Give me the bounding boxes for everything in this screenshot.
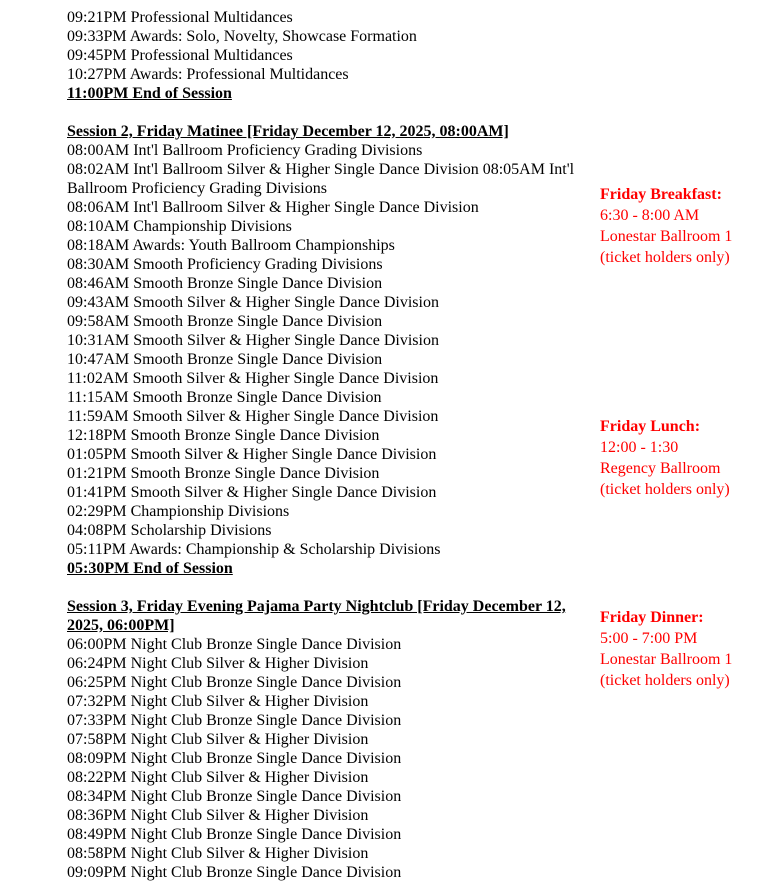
schedule-line: 08:34PM Night Club Bronze Single Dance Division [67,788,402,805]
schedule-line: 11:15AM Smooth Bronze Single Dance Division [67,389,382,406]
schedule-line: 11:59AM Smooth Silver & Higher Single Dance Division [67,408,439,425]
schedule-line: 08:02AM Int'l Ballroom Silver & Higher Single Dance Division 08:05AM Int'l Ballroom Proficiency Grading Divisions [67,161,575,197]
schedule-line: 01:21PM Smooth Bronze Single Dance Division [67,465,380,482]
annotation-line: 12:00 - 1:30 [600,439,679,456]
schedule-line: 08:10AM Championship Divisions [67,218,292,235]
schedule-line: 10:47AM Smooth Bronze Single Dance Division [67,351,383,368]
schedule-line: 09:09PM Night Club Bronze Single Dance Division [67,864,402,881]
annotation-title: Friday Lunch: [600,418,701,435]
session-end-line: 05:30PM End of Session [67,560,233,577]
schedule-line: 09:43AM Smooth Silver & Higher Single Dance Division [67,294,439,311]
schedule-line: 05:11PM Awards: Championship & Scholarship Divisions [67,541,441,558]
schedule-line: 01:05PM Smooth Silver & Higher Single Dance Division [67,446,437,463]
schedule-line: 06:00PM Night Club Bronze Single Dance Division [67,636,402,653]
schedule-line: 07:58PM Night Club Silver & Higher Division [67,731,369,748]
schedule-column [67,8,591,882]
schedule-line: 08:22PM Night Club Silver & Higher Division [67,769,369,786]
session-block [67,597,591,882]
annotation-block [600,607,732,691]
schedule-line: 10:31AM Smooth Silver & Higher Single Dance Division [67,332,439,349]
session-heading: Session 3, Friday Evening Pajama Party Nightclub [Friday December 12, 2025, 06:00PM] [67,598,566,634]
schedule-line: 09:33PM Awards: Solo, Novelty, Showcase Formation [67,28,417,45]
schedule-line: 08:49PM Night Club Bronze Single Dance Division [67,826,402,843]
annotation-line: (ticket holders only) [600,481,730,498]
schedule-line: 08:36PM Night Club Silver & Higher Division [67,807,369,824]
schedule-line: 08:18AM Awards: Youth Ballroom Championships [67,237,395,254]
session-block [67,122,591,578]
annotation-line: (ticket holders only) [600,672,730,689]
schedule-line: 01:41PM Smooth Silver & Higher Single Dance Division [67,484,437,501]
schedule-line: 10:27PM Awards: Professional Multidances [67,66,349,83]
schedule-line: 12:18PM Smooth Bronze Single Dance Division [67,427,380,444]
schedule-line: 11:02AM Smooth Silver & Higher Single Dance Division [67,370,439,387]
annotation-line: Lonestar Ballroom 1 [600,228,733,245]
annotation-line: 5:00 - 7:00 PM [600,630,698,647]
session-end-line: 11:00PM End of Session [67,85,232,102]
session-heading: Session 2, Friday Matinee [Friday December 12, 2025, 08:00AM] [67,123,509,140]
session-block [67,8,591,103]
annotation-block [600,184,732,268]
schedule-line: 06:25PM Night Club Bronze Single Dance Division [67,674,402,691]
schedule-line: 07:32PM Night Club Silver & Higher Division [67,693,369,710]
schedule-line: 02:29PM Championship Divisions [67,503,290,520]
annotation-title: Friday Dinner: [600,609,704,626]
annotation-line: Regency Ballroom [600,460,721,477]
schedule-line: 08:09PM Night Club Bronze Single Dance Division [67,750,402,767]
schedule-line: 08:30AM Smooth Proficiency Grading Divisions [67,256,383,273]
annotation-line: 6:30 - 8:00 AM [600,207,700,224]
schedule-line: 09:58AM Smooth Bronze Single Dance Division [67,313,383,330]
schedule-line: 07:33PM Night Club Bronze Single Dance Division [67,712,402,729]
annotation-block [600,416,730,500]
schedule-line: 04:08PM Scholarship Divisions [67,522,272,539]
schedule-line: 08:46AM Smooth Bronze Single Dance Division [67,275,383,292]
schedule-line: 08:58PM Night Club Silver & Higher Division [67,845,369,862]
schedule-line: 08:00AM Int'l Ballroom Proficiency Grading Divisions [67,142,423,159]
schedule-line: 06:24PM Night Club Silver & Higher Division [67,655,369,672]
schedule-line: 09:45PM Professional Multidances [67,47,293,64]
annotation-line: Lonestar Ballroom 1 [600,651,733,668]
schedule-line: 09:21PM Professional Multidances [67,9,293,26]
annotation-line: (ticket holders only) [600,249,730,266]
schedule-line: 08:06AM Int'l Ballroom Silver & Higher Single Dance Division [67,199,479,216]
annotation-title: Friday Breakfast: [600,186,722,203]
